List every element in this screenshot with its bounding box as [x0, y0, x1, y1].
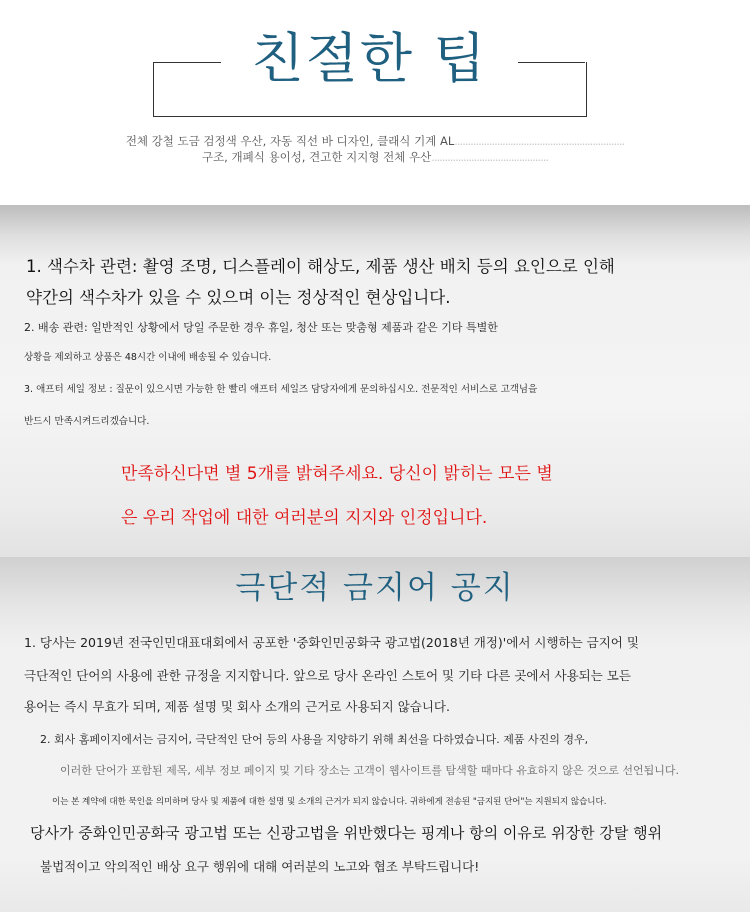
tip-2-line-2: 상황을 제외하고 상품은 48시간 이내에 배송될 수 있습니다.	[24, 352, 272, 363]
tip-3-line-1: 3. 애프터 세일 정보 : 질문이 있으시면 가능한 한 빨리 애프터 세일즈 담당자에게 문의하십시오. 전문적인 서비스로 고객님을	[24, 384, 538, 395]
tip-3-line-2: 반드시 만족시켜드리겠습니다.	[24, 416, 150, 427]
subtitle-line-2: 구조, 개폐식 용이성, 견고한 지지형 전체 우산............................................	[201, 150, 549, 164]
notice-3-line-1: 당사가 중화인민공화국 광고법 또는 신광고법을 위반했다는 핑계나 항의 이유로 위장한 강탈 행위	[30, 824, 663, 842]
notice-title: 극단적 금지어 공지	[235, 570, 515, 606]
notice-1-line-3: 용어는 즉시 무효가 되며, 제품 설명 및 회사 소개의 근거로 사용되지 않습니다.	[24, 699, 450, 714]
notice-1-line-2: 극단적인 단어의 사용에 관한 규정을 지지합니다. 앞으로 당사 온라인 스토어 및 기타 다른 곳에서 사용되는 모든	[24, 668, 631, 683]
notice-3-line-2: 불법적이고 악의적인 배상 요구 행위에 대해 여러분의 노고와 협조 부탁드립니다!	[40, 859, 480, 874]
tip-1-line-2: 약간의 색수차가 있을 수 있으며 이는 정상적인 현상입니다.	[26, 288, 451, 307]
rating-request-line-1: 만족하신다면 별 5개를 밝혀주세요. 당신이 밝히는 모든 별	[121, 464, 553, 484]
subtitle-line-1: 전체 강철 도금 검정색 우산, 자동 직선 바 디자인, 클래식 기계 AL................................................................	[125, 134, 625, 148]
tip-2-line-1: 2. 배송 관련: 일반적인 상황에서 당일 주문한 경우 휴일, 청산 또는 맞춤형 제품과 같은 기타 특별한	[24, 321, 498, 334]
notice-2-line-2: 이러한 단어가 포함된 제목, 세부 정보 페이지 및 기타 장소는 고객이 웹사이트를 탐색할 때마다 유효하지 않은 것으로 선언됩니다.	[60, 764, 679, 777]
notice-1-line-1: 1. 당사는 2019년 전국인민대표대회에서 공포한 '중화인민공화국 광고법(2018년 개정)'에서 시행하는 금지어 및	[24, 635, 639, 650]
notice-2-line-3: 이는 본 계약에 대한 묵인을 의미하며 당사 및 제품에 대한 설명 및 소개의 근거가 되지 않습니다. 귀하에게 전송된 "금지된 단어"는 지원되지 않습니다.	[52, 797, 607, 807]
title-frame-top-left	[153, 62, 221, 63]
tip-1-line-1: 1. 색수차 관련: 촬영 조명, 디스플레이 해상도, 제품 생산 배치 등의 요인으로 인해	[26, 257, 615, 276]
notice-2-line-1: 2. 회사 홈페이지에서는 금지어, 극단적인 단어 등의 사용을 지양하기 위해 최선을 다하였습니다. 제품 사진의 경우,	[40, 733, 589, 746]
title-frame-top-right	[518, 62, 585, 63]
rating-request-line-2: 은 우리 작업에 대한 여러분의 지지와 인정입니다.	[121, 508, 488, 528]
subtitle	[40, 133, 710, 165]
header	[0, 0, 750, 205]
page-title: 친절한 팁	[221, 24, 518, 94]
